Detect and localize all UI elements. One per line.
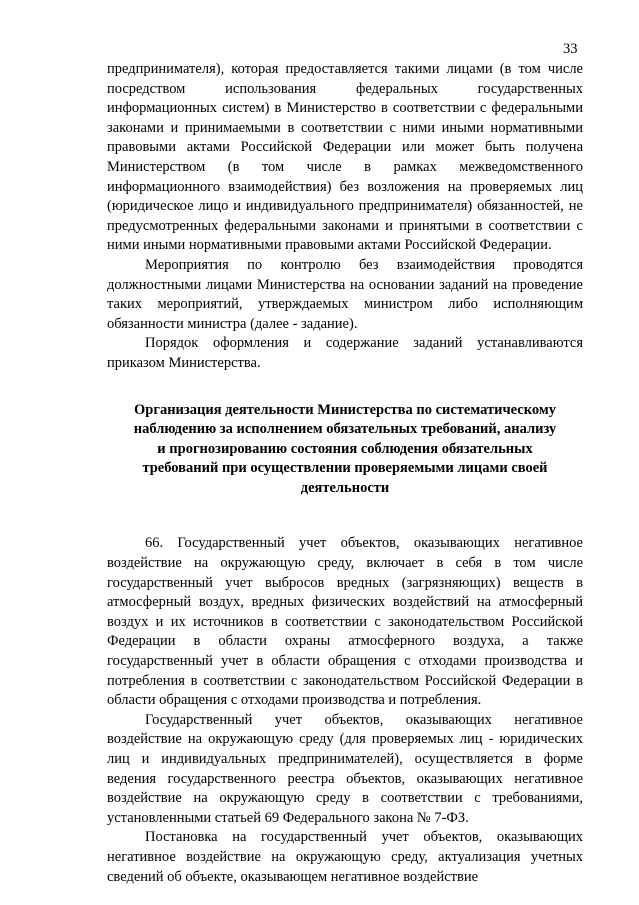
heading-line: Организация деятельности Министерства по систематическому bbox=[134, 401, 556, 418]
heading-line: наблюдению за исполнением обязательных требований, анализу bbox=[133, 421, 557, 438]
paragraph-task-procedure: Порядок оформления и содержание заданий устанавливаются приказом Министерства. bbox=[107, 335, 583, 371]
paragraph-continuation: предпринимателя), которая предоставляется такими лицами (в том числе посредством использования федеральных государственных информационных систем) в Министерство в соответствии с федеральными законами и принимаемыми в соответствии с ними иными нормативными правовыми актами Российской Федерации или может быть получена Министерством (в том числе в рамках межведомственного информационного взаимодействия) без возложения на проверяемых лиц (юридическое лицо и индивидуального предпринимателя) обязанностей, не предусмотренных федеральными законами и принятыми в соответствии с ними иными нормативными правовыми актами Российской Федерации. bbox=[107, 61, 583, 254]
heading-line: и прогнозированию состояния соблюдения обязательных bbox=[157, 440, 533, 457]
paragraph-state-registry: Государственный учет объектов, оказывающих негативное воздействие на окружающую среду (для проверяемых лиц - юридических лиц и индивидуальных предпринимателей), осуществляется в форме ведения государственного реестра объектов, оказывающих негативное воздействие на окружающую среду в соответствии с требованиями, установленными статьей 69 Федерального закона № 7-ФЗ. bbox=[107, 711, 583, 826]
paragraph-item-66: 66. Государственный учет объектов, оказывающих негативное воздействие на окружающую среду, включает в себя в том числе государственный учет выбросов вредных (загрязняющих) веществ в атмосферный воздух, вредных физических воздействий на атмосферный воздух и их источников в соответствии с законодательством Российской Федерации в области охраны атмосферного воздуха, а также государственный учет в области обращения с отходами производства и потребления в соответствии с законодательством Российской Федерации в области обращения с отходами производства и потребления. bbox=[107, 535, 583, 709]
page-number: 33 bbox=[563, 41, 578, 57]
page-body bbox=[107, 60, 583, 887]
paragraph-registration: Постановка на государственный учет объектов, оказывающих негативное воздействие на окружающую среду, актуализация учетных сведений об объекте, оказывающем негативное воздействие bbox=[107, 829, 583, 885]
heading-line: деятельности bbox=[300, 479, 390, 496]
paragraph-control-measures: Мероприятия по контролю без взаимодействия проводятся должностными лицами Министерства на основании заданий на проведение таких мероприятий, утверждаемых министром либо исполняющим обязанности министра (далее - задание). bbox=[107, 256, 583, 332]
section-heading bbox=[107, 401, 583, 499]
heading-line: требований при осуществлении проверяемыми лицами своей bbox=[142, 460, 548, 477]
